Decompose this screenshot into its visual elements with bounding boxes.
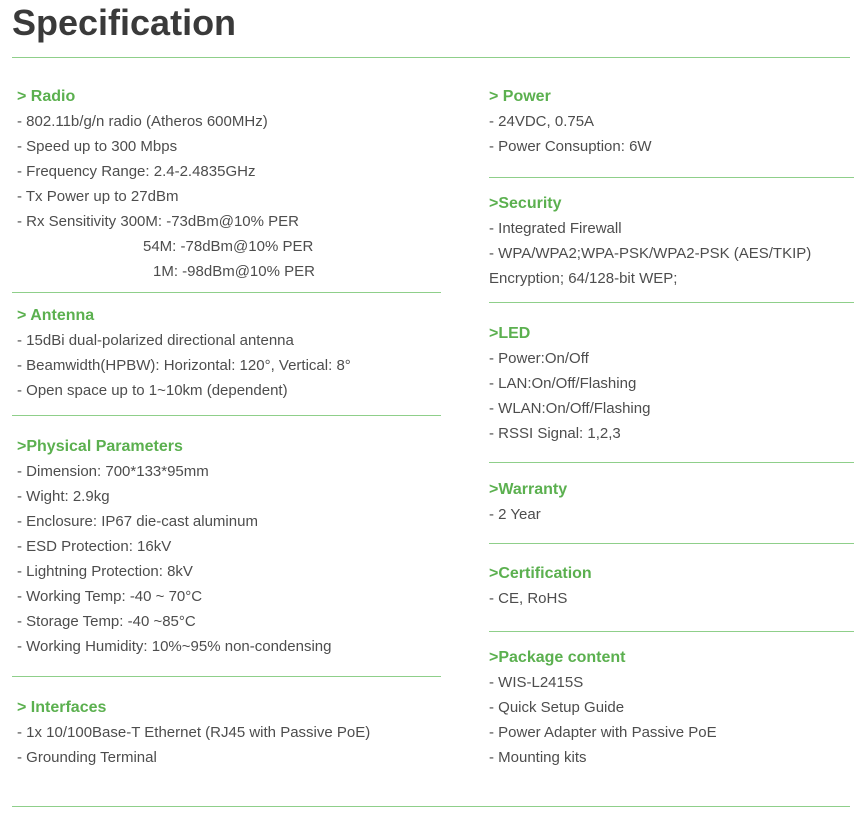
spec-item: - Power:On/Off (489, 350, 589, 367)
spec-item: - Power Adapter with Passive PoE (489, 724, 717, 741)
spec-item: - WPA/WPA2;WPA-PSK/WPA2-PSK (AES/TKIP) (489, 245, 812, 262)
page-title: Specification (12, 2, 237, 43)
spec-item: - 24VDC, 0.75A (489, 113, 595, 130)
spec-item: - Power Consuption: 6W (489, 138, 652, 155)
section-heading: > Interfaces (17, 699, 107, 716)
section-heading: >Physical Parameters (17, 438, 183, 455)
spec-item: - 15dBi dual-polarized directional antenna (17, 332, 294, 349)
spec-item: - RSSI Signal: 1,2,3 (489, 425, 621, 442)
spec-item-continuation: 54M: -78dBm@10% PER (143, 238, 314, 255)
power-section (489, 84, 652, 159)
section-heading: >LED (489, 325, 531, 342)
divider (489, 543, 854, 544)
divider (12, 415, 441, 416)
spec-item: Encryption; 64/128-bit WEP; (489, 270, 678, 287)
spec-item: - Lightning Protection: 8kV (17, 563, 193, 580)
spec-item: - Open space up to 1~10km (dependent) (17, 382, 288, 399)
divider (489, 462, 854, 463)
security-section (489, 191, 811, 291)
spec-item: - Tx Power up to 27dBm (17, 188, 179, 205)
spec-item: - Integrated Firewall (489, 220, 622, 237)
spec-item: - Working Humidity: 10%~95% non-condensing (17, 638, 332, 655)
package-content-section (489, 645, 717, 770)
spec-item: - Grounding Terminal (17, 749, 157, 766)
spec-item: - CE, RoHS (489, 590, 568, 607)
divider (489, 302, 854, 303)
spec-item-continuation: 1M: -98dBm@10% PER (153, 263, 315, 280)
divider (12, 292, 441, 293)
spec-item: - Working Temp: -40 ~ 70°C (17, 588, 203, 605)
radio-section (17, 84, 315, 284)
section-heading: > Antenna (17, 307, 95, 324)
spec-item: - 2 Year (489, 506, 541, 523)
spec-item: - Rx Sensitivity 300M: -73dBm@10% PER (17, 213, 299, 230)
spec-item: - ESD Protection: 16kV (17, 538, 172, 555)
warranty-section (489, 477, 567, 527)
divider (489, 177, 854, 178)
spec-item: - Wight: 2.9kg (17, 488, 110, 505)
spec-item: - WIS-L2415S (489, 674, 584, 691)
physical-parameters-section (17, 434, 331, 659)
spec-item: - LAN:On/Off/Flashing (489, 375, 637, 392)
section-heading: > Radio (17, 88, 76, 105)
spec-item: - Storage Temp: -40 ~85°C (17, 613, 196, 630)
spec-item: - Beamwidth(HPBW): Horizontal: 120°, Vertical: 8° (17, 357, 351, 374)
led-section (489, 321, 650, 446)
top-divider (12, 57, 850, 58)
divider (12, 676, 441, 677)
certification-section (489, 561, 592, 611)
section-heading: >Package content (489, 649, 626, 666)
spec-item: - 1x 10/100Base-T Ethernet (RJ45 with Passive PoE) (17, 724, 371, 741)
section-heading: >Security (489, 195, 562, 212)
spec-item: - Mounting kits (489, 749, 587, 766)
spec-item: - Dimension: 700*133*95mm (17, 463, 209, 480)
section-heading: >Warranty (489, 481, 568, 498)
spec-item: - Enclosure: IP67 die-cast aluminum (17, 513, 258, 530)
interfaces-section (17, 695, 370, 770)
spec-item: - Quick Setup Guide (489, 699, 625, 716)
spec-item: - 802.11b/g/n radio (Atheros 600MHz) (17, 113, 268, 130)
spec-item: - Speed up to 300 Mbps (17, 138, 178, 155)
divider (489, 631, 854, 632)
spec-item: - WLAN:On/Off/Flashing (489, 400, 651, 417)
section-heading: > Power (489, 88, 551, 105)
spec-item: - Frequency Range: 2.4-2.4835GHz (17, 163, 256, 180)
section-heading: >Certification (489, 565, 592, 582)
antenna-section (17, 303, 351, 403)
bottom-divider (12, 806, 850, 807)
